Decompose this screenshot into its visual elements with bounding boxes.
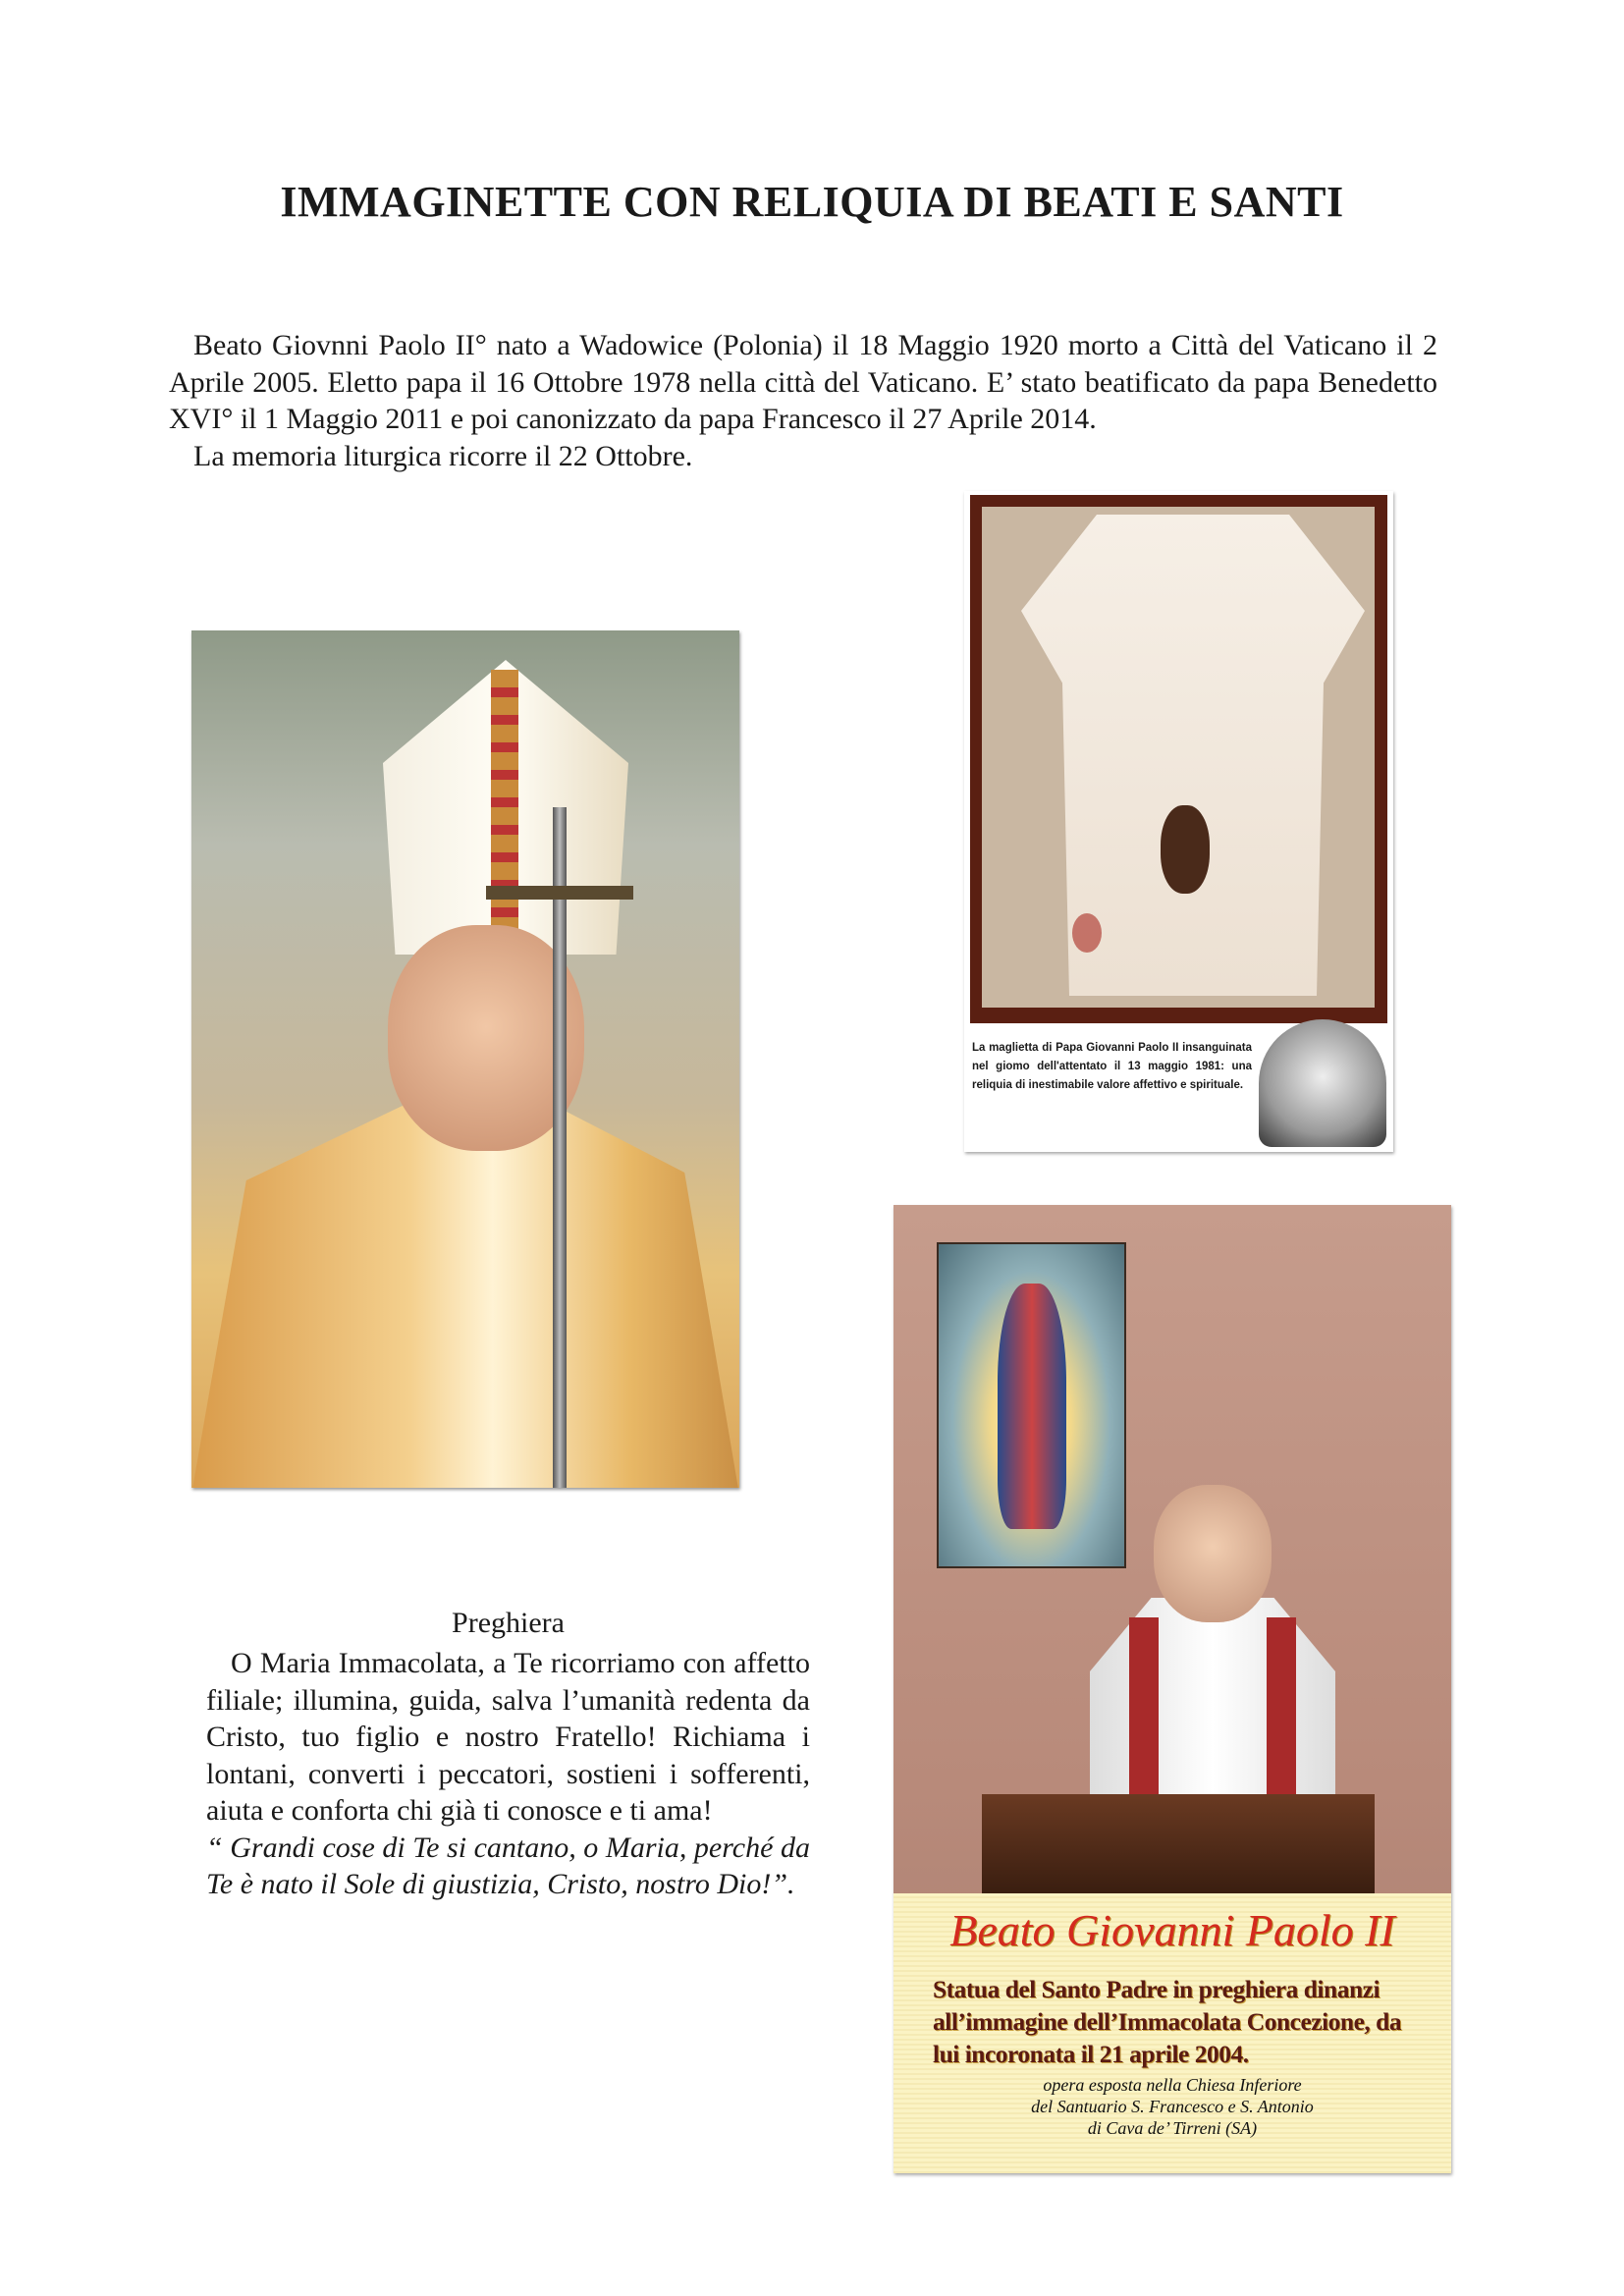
mitre-band <box>491 670 518 945</box>
pope-portrait-sketch <box>1259 1019 1386 1147</box>
statue-card <box>893 1205 1451 2173</box>
note-line: di Cava de’ Tirreni (SA) <box>1087 2118 1258 2138</box>
statue-card-subtitle: Statua del Santo Padre in preghiera dinanzi all’immagine dell’Immacolata Concezione, da lui incoronata il 21 aprile 2004. <box>933 1975 1402 2068</box>
vestment-shape <box>191 1102 739 1488</box>
page-title: IMMAGINETTE CON RELIQUIA DI BEATI E SANTI <box>280 178 1344 226</box>
statue-card-title: Beato Giovanni Paolo II <box>949 1905 1395 1955</box>
intro-memoria: La memoria liturgica ricorre il 22 Ottobre. <box>193 439 693 472</box>
prayer-desk <box>982 1794 1375 1893</box>
intro-paragraph: Beato Giovnni Paolo II° nato a Wadowice (Polonia) il 18 Maggio 1920 morto a Città del Vaticano il 2 Aprile 2005. Eletto papa il 16 Ottobre 1978 nella città del Vaticano. E’ stato beatificato da papa Benedetto XVI° il 1 Maggio 2011 e poi canonizzato da papa Francesco il 27 Aprile 2014. <box>169 329 1437 435</box>
relic-caption: La maglietta di Papa Giovanni Paolo II insanguinata nel giomo dell'attentato il 13 maggio 1981: una reliquia di inestimabile valore affettivo e spirituale. <box>972 1042 1252 1091</box>
prayer-quote: “ Grandi cose di Te si cantano, o Maria, perché da Te è nato il Sole di giustizia, Cristo, nostro Dio!”. <box>206 1831 810 1900</box>
statue-card-note <box>893 2074 1451 2139</box>
prayer-heading: Preghiera <box>452 1607 565 1639</box>
crosier-staff <box>553 807 567 1488</box>
madonna-figure <box>998 1284 1066 1529</box>
note-line: del Santuario S. Francesco e S. Antonio <box>1031 2097 1314 2116</box>
prayer-text <box>206 1645 810 1903</box>
relic-shirt-card <box>964 491 1393 1152</box>
intro-text <box>169 327 1437 474</box>
immacolata-image <box>937 1242 1126 1568</box>
pope-photo-card <box>191 630 739 1488</box>
statue-head <box>1154 1485 1272 1622</box>
prayer-body: O Maria Immacolata, a Te ricorriamo con affetto filiale; illumina, guida, salva l’umanità redenta da Cristo, tuo figlio e nostro Fratello! Richiama i lontani, converti i peccatori, sostieni i sofferenti, aiuta e conforta chi già ti conosce e ti ama! <box>206 1647 810 1827</box>
crosier-crossbar <box>486 886 633 900</box>
note-line: opera esposta nella Chiesa Inferiore <box>1043 2075 1302 2095</box>
blood-stain-small <box>1072 913 1102 953</box>
blood-stain <box>1161 805 1210 894</box>
